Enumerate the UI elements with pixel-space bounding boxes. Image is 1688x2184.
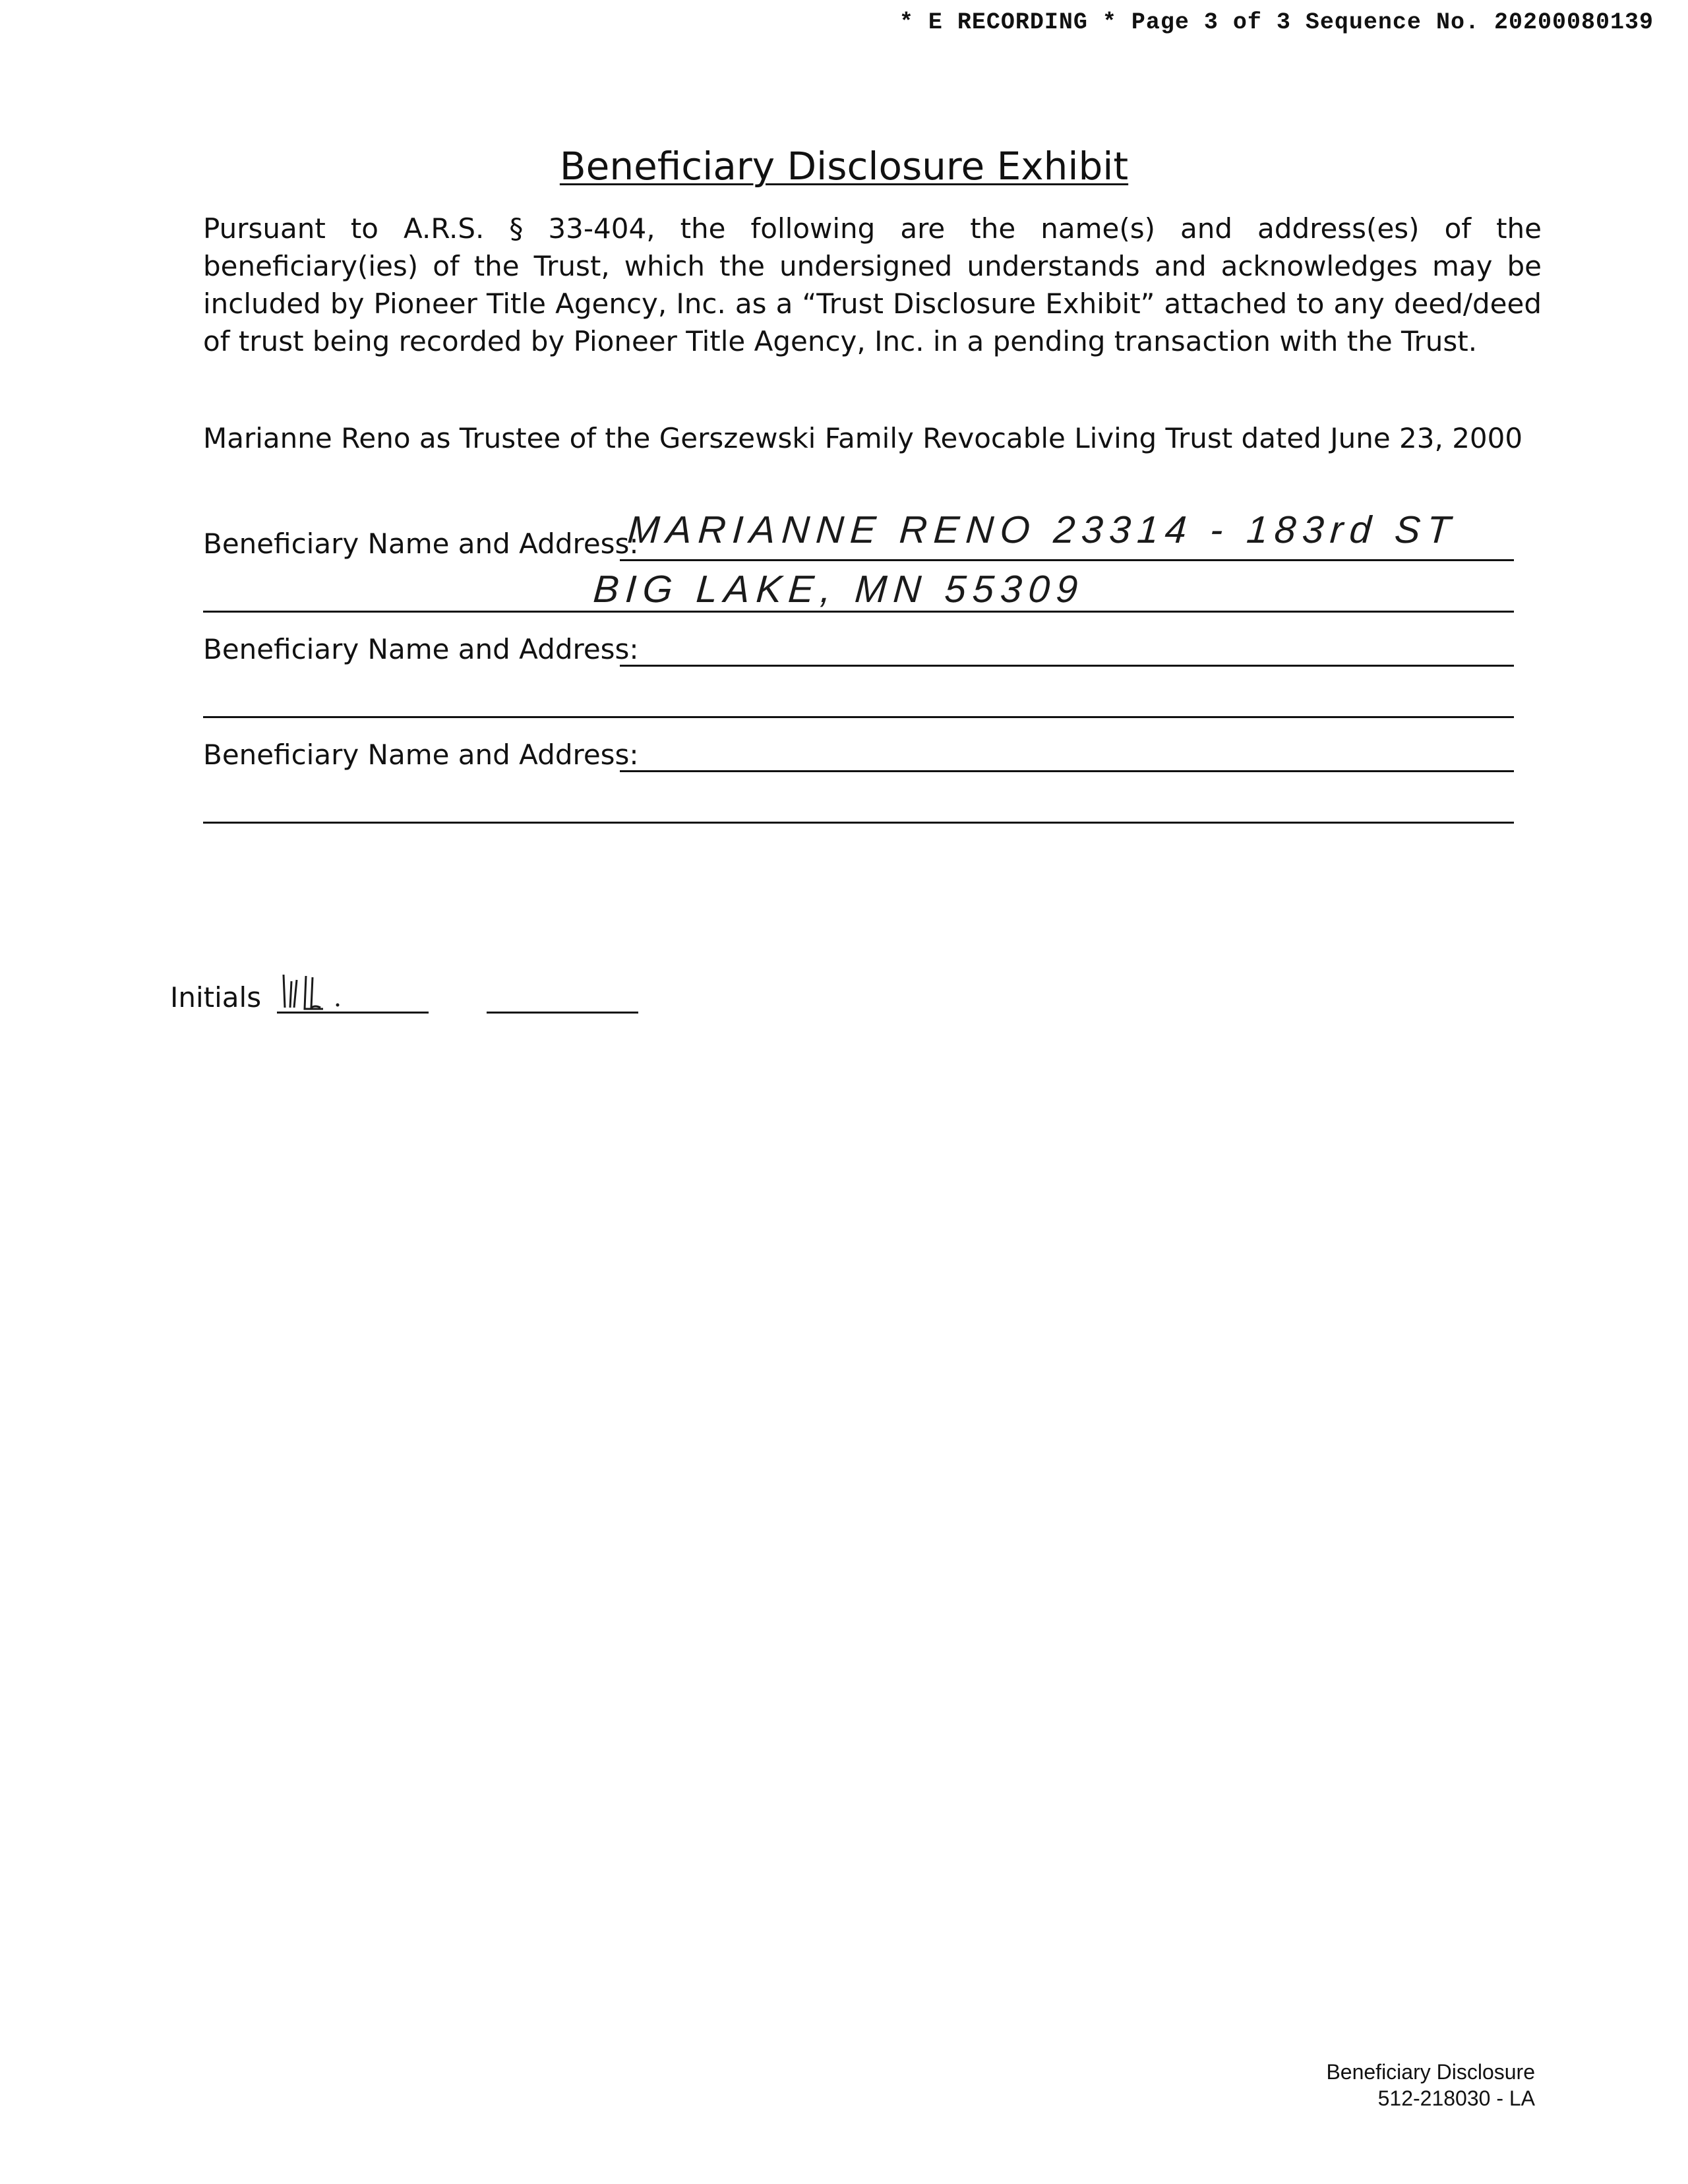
beneficiary-1-label: Beneficiary Name and Address: <box>203 528 639 560</box>
recording-header: * E RECORDING * Page 3 of 3 Sequence No. 20200080139 <box>899 9 1654 36</box>
footer <box>1326 2059 1535 2111</box>
beneficiary-3-line-1[interactable] <box>620 770 1514 772</box>
trust-line: Marianne Reno as Trustee of the Gerszewski Family Revocable Living Trust dated June 23, 2000 <box>203 422 1523 454</box>
initials-label: Initials <box>170 981 262 1014</box>
beneficiary-1-handwritten-line-2: BIG LAKE, MN 55309 <box>591 568 1086 611</box>
beneficiary-3-line-2[interactable] <box>203 822 1514 824</box>
beneficiary-3-label: Beneficiary Name and Address: <box>203 739 639 771</box>
beneficiary-1-line-1 <box>620 559 1514 561</box>
disclosure-paragraph: Pursuant to A.R.S. § 33-404, the following are the name(s) and address(es) of the beneficiary(ies) of the Trust, which the undersigned understands and acknowledges may be included by Pioneer Title Agency, Inc. as a “Trust Disclosure Exhibit” attached to any deed/deed of trust being recorded by Pioneer Title Agency, Inc. in a pending transaction with the Trust. <box>203 212 1542 357</box>
beneficiary-1-handwritten-line-1: MARIANNE RENO 23314 - 183rd ST <box>626 508 1459 551</box>
beneficiary-2-line-2[interactable] <box>203 716 1514 718</box>
footer-doc-name: Beneficiary Disclosure <box>1326 2060 1535 2084</box>
initials-signature-mark <box>277 968 349 1014</box>
initials-line-1 <box>277 1012 429 1014</box>
document-title: Beneficiary Disclosure Exhibit <box>559 144 1129 189</box>
beneficiary-2-label: Beneficiary Name and Address: <box>203 633 639 665</box>
initials-line-2[interactable] <box>487 1012 638 1014</box>
footer-doc-number: 512-218030 - LA <box>1377 2086 1535 2110</box>
beneficiary-2-line-1[interactable] <box>620 665 1514 667</box>
